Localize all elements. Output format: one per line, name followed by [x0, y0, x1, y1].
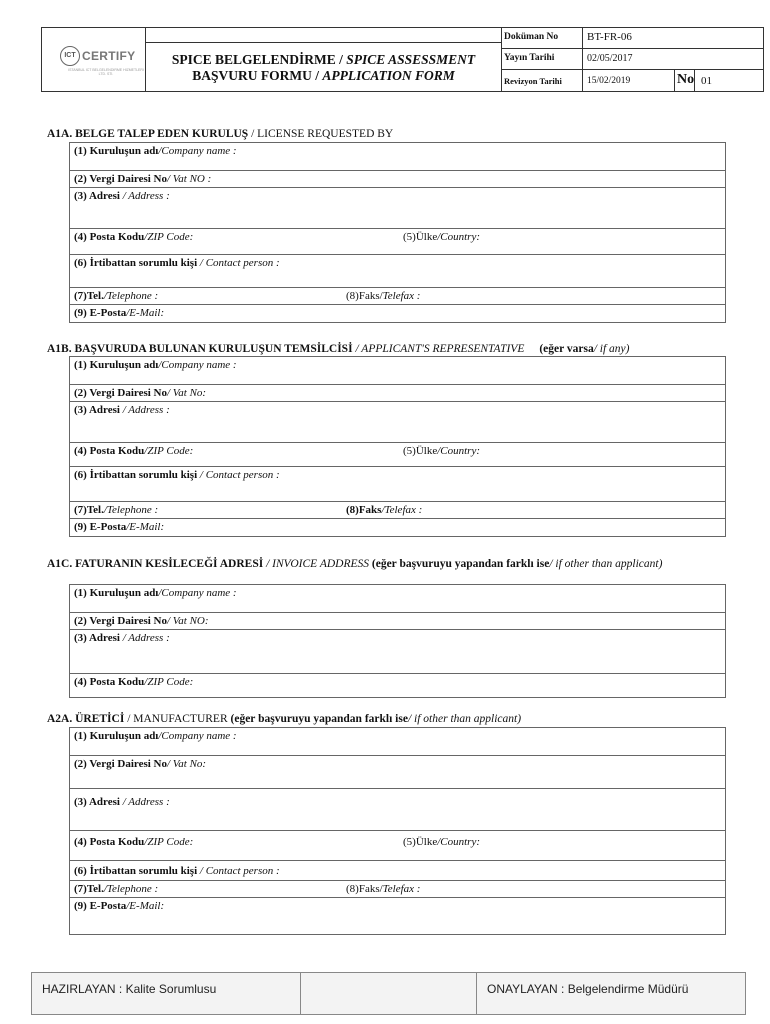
document-header [41, 27, 764, 92]
a1a-address-label: (3) Adresi [74, 190, 120, 202]
a2a-address-label: (3) Adresi [74, 796, 120, 808]
a1b-tel-label: (7)Tel. [74, 504, 104, 516]
section-a1b-table [69, 356, 726, 537]
a2a-zip-label-en: /ZIP Code: [144, 836, 194, 848]
section-a1c-title [21, 558, 711, 571]
a1a-fax-label: (8)Faks/ [346, 290, 383, 302]
a2a-contact-field[interactable] [70, 861, 725, 881]
title-top-strip [146, 28, 501, 43]
a2a-tel-label-en: /Telephone : [103, 883, 159, 895]
a1c-address-label-en: / Address : [119, 632, 170, 644]
doc-no-value: BT-FR-06 [582, 28, 763, 48]
a1c-company-field[interactable] [70, 585, 725, 613]
logo-tagline: ISTANBUL ICT BELGELENDIRME HIZMETLERI LTD. STI. [68, 68, 144, 76]
a1b-fax-label-en: /Telefax : [381, 504, 423, 516]
a1a-country-label: (5)Ülke [403, 231, 438, 243]
a1b-company-label: (1) Kuruluşun adı [74, 359, 159, 371]
a1b-company-field[interactable] [70, 357, 725, 385]
a1a-tel-label-en: /Telephone : [103, 290, 159, 302]
a2a-contact-label: (6) İrtibattan sorumlu kişi [74, 865, 198, 877]
a1b-zip-label: (4) Posta Kodu [74, 445, 145, 457]
a1a-address-label-en: / Address : [119, 190, 170, 202]
rev-no-label: No [674, 70, 694, 91]
a2a-email-field[interactable] [70, 898, 725, 934]
a1b-tel-fax-row[interactable] [70, 502, 725, 519]
a1b-contact-field[interactable] [70, 467, 725, 502]
a1b-contact-label-en: / Contact person : [197, 469, 280, 481]
a2a-company-label: (1) Kuruluşun adı [74, 730, 159, 742]
a1b-email-label-en: /E-Mail: [126, 521, 165, 533]
section-a2a-title [47, 713, 737, 726]
a1a-company-label: (1) Kuruluşun adı [74, 145, 159, 157]
a1b-address-label-en: / Address : [119, 404, 170, 416]
title-line2-en: APPLICATION FORM [322, 68, 455, 83]
title-line1-en: SPICE ASSESSMENT [346, 52, 476, 67]
pub-date-label: Yayın Tarihi [504, 53, 555, 63]
a1c-title-suffix: (eğer başvuruyu yapandan farklı ise [369, 558, 550, 570]
a2a-vat-label: (2) Vergi Dairesi No [74, 758, 167, 770]
approved-by-cell: ONAYLAYAN : Belgelendirme Müdürü [487, 982, 689, 996]
a1c-zip-label-en: /ZIP Code: [144, 676, 194, 688]
a1c-zip-field[interactable] [70, 674, 725, 697]
a1a-contact-label-en: / Contact person : [197, 257, 280, 269]
a2a-zip-label: (4) Posta Kodu [74, 836, 145, 848]
a1a-email-field[interactable] [70, 305, 725, 322]
a2a-zip-country-row[interactable] [70, 831, 725, 861]
a1b-address-field[interactable] [70, 402, 725, 443]
a1b-zip-label-en: /ZIP Code: [144, 445, 194, 457]
a2a-title-suffix-en: / if other than applicant) [407, 713, 522, 725]
a2a-vat-label-en: / Vat No: [166, 758, 207, 770]
a1c-vat-label-en: / Vat NO: [166, 615, 209, 627]
a1b-country-label-en: /Country: [437, 445, 480, 457]
a1b-vat-field[interactable] [70, 385, 725, 402]
a1a-country-label-en: /Country: [437, 231, 480, 243]
a1b-fax-label: (8)Faks [346, 504, 382, 516]
a1a-zip-country-row[interactable] [70, 229, 725, 255]
a1a-email-label: (9) E-Posta [74, 307, 127, 319]
a2a-company-field[interactable] [70, 728, 725, 756]
a1a-fax-label-en: Telefax : [382, 290, 421, 302]
doc-no-row [502, 28, 763, 49]
logo-wordmark: CERTIFY [82, 49, 136, 63]
a1a-company-field[interactable] [70, 143, 725, 171]
a2a-address-label-en: / Address : [119, 796, 170, 808]
a2a-contact-label-en: / Contact person : [197, 865, 280, 877]
a1a-title-bold: A1A. BELGE TALEP EDEN KURULUŞ [47, 128, 249, 140]
a1a-tel-fax-row[interactable] [70, 288, 725, 305]
a1a-vat-label-en: / Vat NO : [166, 173, 212, 185]
a1c-title-suffix-en: / if other than applicant) [549, 558, 663, 570]
title-cell [146, 28, 502, 91]
a2a-tel-label: (7)Tel. [74, 883, 104, 895]
a2a-fax-label: (8)Faks/ [346, 883, 383, 895]
a1c-address-label: (3) Adresi [74, 632, 120, 644]
ict-logo-icon: ICT [60, 46, 80, 66]
a2a-vat-field[interactable] [70, 756, 725, 789]
a1a-contact-label: (6) İrtibattan sorumlu kişi [74, 257, 198, 269]
title-line1-tr: SPICE BELGELENDİRME / [171, 52, 347, 67]
a1b-vat-label: (2) Vergi Dairesi No [74, 387, 167, 399]
a1a-zip-label: (4) Posta Kodu [74, 231, 145, 243]
a1c-title-bold: A1C. FATURANIN KESİLECEĞİ ADRESİ [47, 558, 264, 570]
a2a-fax-label-en: Telefax : [382, 883, 421, 895]
section-a1a-title [47, 128, 393, 141]
a1b-zip-country-row[interactable] [70, 443, 725, 467]
a2a-company-label-en: /Company name : [158, 730, 237, 742]
a1b-email-field[interactable] [70, 519, 725, 536]
logo-cell [42, 28, 146, 91]
document-meta [502, 28, 763, 91]
a2a-address-field[interactable] [70, 789, 725, 831]
a1b-tel-label-en: /Telephone : [103, 504, 159, 516]
rev-no-value: 01 [694, 70, 763, 91]
a1a-email-label-en: /E-Mail: [126, 307, 165, 319]
a1a-vat-field[interactable] [70, 171, 725, 188]
pub-date-row [502, 49, 763, 70]
a2a-country-label: (5)Ülke [403, 836, 438, 848]
prepared-by-cell: HAZIRLAYAN : Kalite Sorumlusu [32, 973, 301, 1014]
revision-row [502, 70, 763, 91]
a1a-zip-label-en: /ZIP Code: [144, 231, 194, 243]
document-title [146, 52, 501, 84]
rev-date-value: 15/02/2019 [582, 70, 679, 91]
a1b-title-rest: / APPLICANT'S REPRESENTATIVE [352, 343, 525, 355]
a1a-company-label-en: /Company name : [158, 145, 237, 157]
a1b-email-label: (9) E-Posta [74, 521, 127, 533]
a2a-email-label-en: /E-Mail: [126, 900, 165, 912]
a1c-zip-label: (4) Posta Kodu [74, 676, 145, 688]
a1b-title-suffix-en: / if any) [593, 343, 630, 355]
title-line2-tr: BAŞVURU FORMU / [192, 68, 323, 83]
a1a-vat-label: (2) Vergi Dairesi No [74, 173, 167, 185]
section-a2a-table [69, 727, 726, 935]
approval-footer [31, 972, 746, 1015]
a2a-title-rest: / MANUFACTURER [124, 713, 228, 725]
a1c-vat-field[interactable] [70, 613, 725, 630]
a1b-title-suffix: (eğer varsa [539, 343, 594, 355]
a1c-company-label-en: /Company name : [158, 587, 237, 599]
a1c-company-label: (1) Kuruluşun adı [74, 587, 159, 599]
a2a-country-label-en: /Country: [437, 836, 480, 848]
a1b-country-label: (5)Ülke [403, 445, 438, 457]
a1a-contact-field[interactable] [70, 255, 725, 288]
a1b-title-bold: A1B. BAŞVURUDA BULUNAN KURULUŞUN TEMSİLCİSİ [47, 343, 353, 355]
a1a-address-field[interactable] [70, 188, 725, 229]
a1c-vat-label: (2) Vergi Dairesi No [74, 615, 167, 627]
doc-no-label: Doküman No [504, 32, 559, 42]
a1a-tel-label: (7)Tel. [74, 290, 104, 302]
pub-date-value: 02/05/2017 [582, 49, 763, 69]
footer-middle-cell [301, 973, 477, 1014]
a1c-address-field[interactable] [70, 630, 725, 674]
a2a-tel-fax-row[interactable] [70, 881, 725, 898]
a1b-vat-label-en: / Vat No: [166, 387, 207, 399]
a2a-title-bold: A2A. ÜRETİCİ [47, 713, 125, 725]
a2a-title-suffix: (eğer başvuruyu yapandan farklı ise [227, 713, 408, 725]
a1a-title-rest: / LICENSE REQUESTED BY [248, 128, 394, 140]
section-a1a-table [69, 142, 726, 323]
a1b-company-label-en: /Company name : [158, 359, 237, 371]
section-a1c-table [69, 584, 726, 698]
a2a-email-label: (9) E-Posta [74, 900, 127, 912]
rev-date-label: Revizyon Tarihi [504, 76, 562, 86]
section-a1b-title [47, 343, 727, 356]
a1b-contact-label: (6) İrtibattan sorumlu kişi [74, 469, 198, 481]
a1c-title-rest: / INVOICE ADDRESS [263, 558, 370, 570]
a1b-address-label: (3) Adresi [74, 404, 120, 416]
